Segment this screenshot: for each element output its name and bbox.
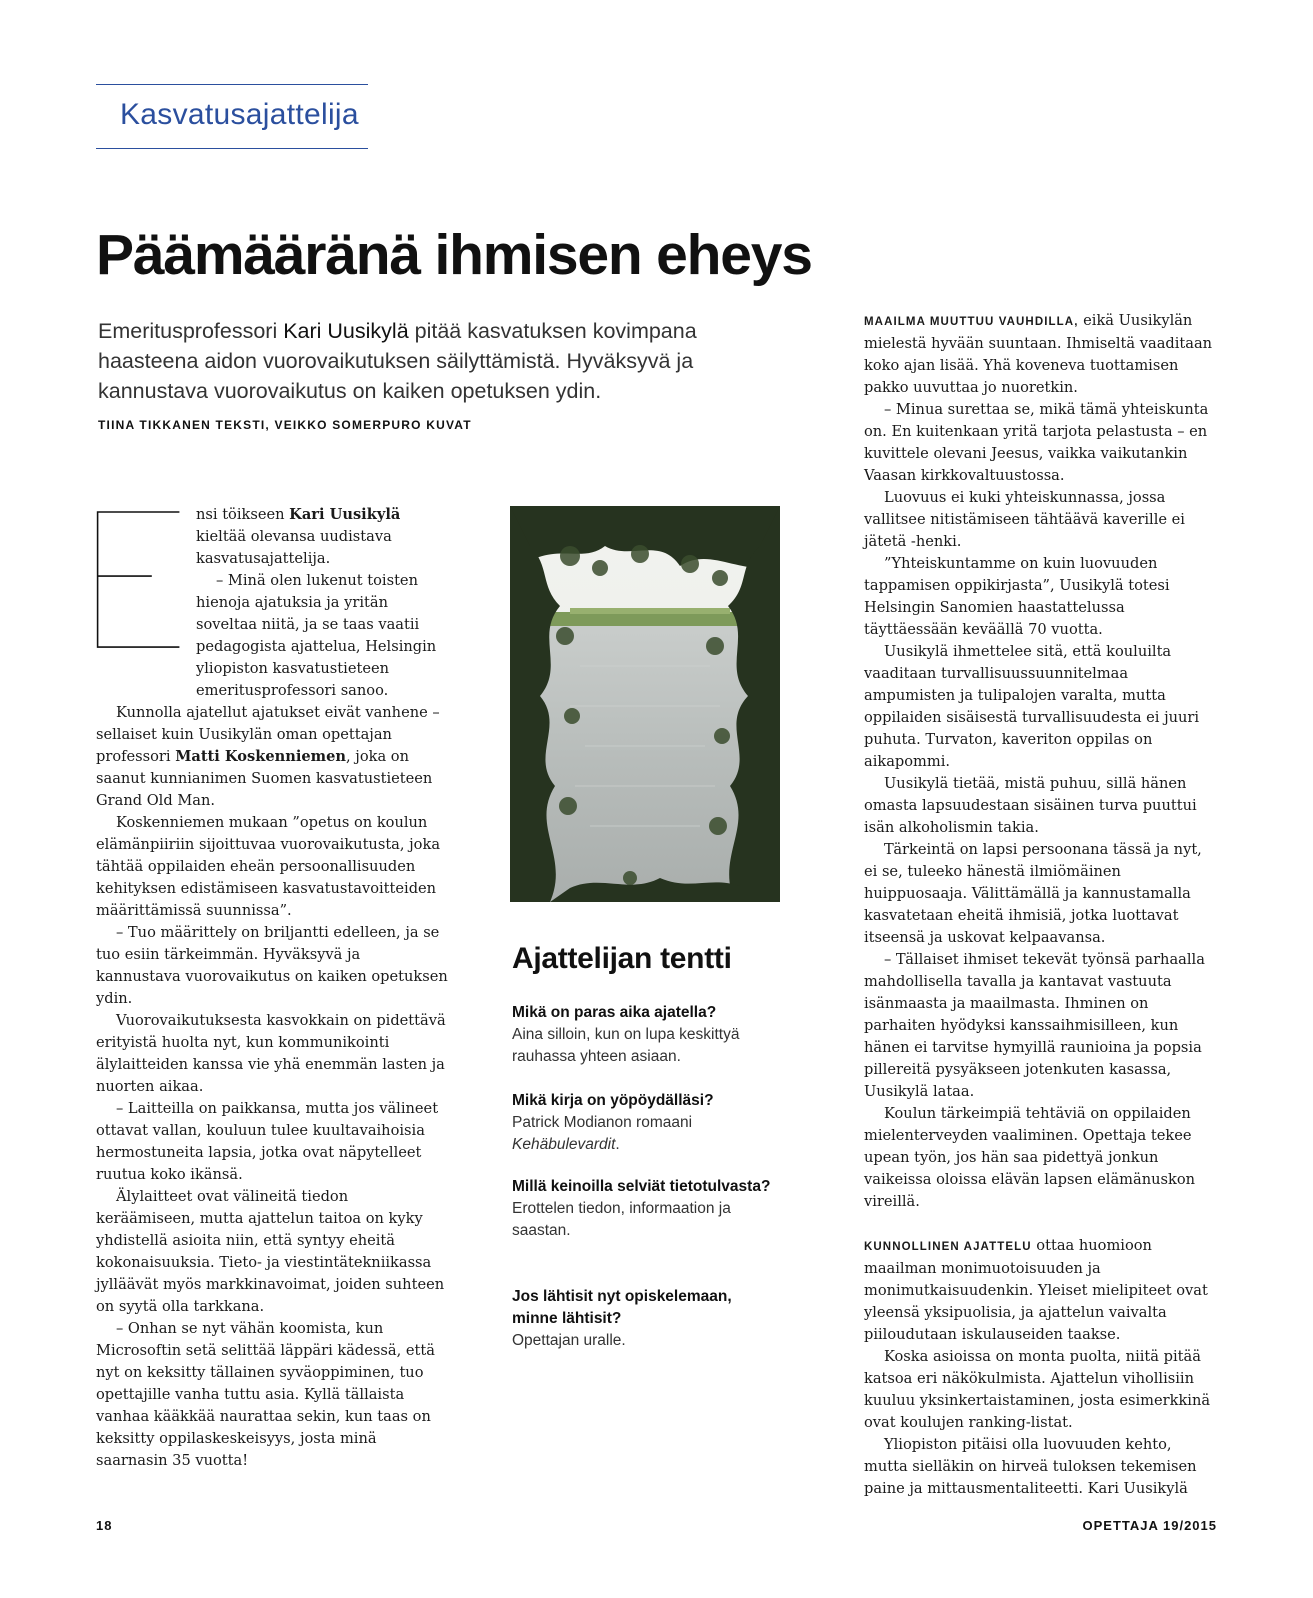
lead-part2: pitää kasvatuksen kovimpana haasteena aidon vuorovaikutuksen säilyttämistä. Hyväksyvä ja kannustava vuorovaikutus on kaiken opetuksen ydin. xyxy=(98,319,697,403)
col3-paragraph-10 xyxy=(864,1235,1216,1346)
col1-paragraph-7: – Laitteilla on paikkansa, mutta jos välineet ottavat vallan, kouluun tulee kuultavaihoisia hermostuneita lapsia, jotka ovat näpytelleet ruutua koko ikänsä. xyxy=(96,1100,439,1183)
col1-p1-name: Kari Uusikylä xyxy=(289,506,401,523)
section-rule-bottom xyxy=(96,148,368,149)
article-column-1 xyxy=(96,504,448,1472)
col3-paragraph-6: Uusikylä tietää, mistä puhuu, sillä hänen omasta lapsuudestaan sisäinen turva puuttui isän alkoholismin takia. xyxy=(864,775,1197,836)
col1-paragraph-1 xyxy=(196,504,448,570)
col3-paragraph-12: Yliopiston pitäisi olla luovuuden kehto, mutta sielläkin on hirveä tuloksen tekemisen paine ja mittausmentaliteetti. Kari Uusikylä xyxy=(864,1436,1197,1497)
col3-paragraph-7: Tärkeintä on lapsi persoonana tässä ja nyt, ei se, tuleeko hänestä ilmiömäinen huippuosaaja. Välittämällä ja kannustamalla kasvatetaan eheitä ihmisiä, jotka luottavat itseensä ja uskovat kelpaavansa. xyxy=(864,841,1202,946)
qa-item-2 xyxy=(512,1090,772,1156)
col3-paragraph-1 xyxy=(864,310,1216,399)
lead-part1: Emeritusprofessori xyxy=(98,319,284,343)
col1-paragraph-5: – Tuo määrittely on briljantti edelleen, ja se tuo esiin tärkeimmän. Hyväksyvä ja kannustava vuorovaikutus on kaiken opetuksen ydin. xyxy=(96,924,448,1007)
qa-item-4 xyxy=(512,1286,772,1352)
qa-answer-1: Aina silloin, kun on lupa keskittyä rauhassa yhteen asiaan. xyxy=(512,1026,740,1065)
col1-paragraph-6: Vuorovaikutuksesta kasvokkain on pidettävä erityistä huolta nyt, kun kommunikointi älylaitteiden kanssa vie yhä enemmän lasten ja nuorten aikaa. xyxy=(96,1012,446,1095)
col3-lead2-caps: KUNNOLLINEN AJATTELU xyxy=(864,1241,1032,1253)
qa-item-3 xyxy=(512,1176,772,1242)
col3-paragraph-3: Luovuus ei kuki yhteiskunnassa, jossa vallitsee nitistämiseen tähtäävä kaverille ei jätetä -henki. xyxy=(864,489,1185,550)
sidebar-title: Ajattelijan tentti xyxy=(512,942,732,975)
qa-answer-2-title: Kehäbulevardit xyxy=(512,1136,616,1153)
col1-p3-name: Matti Koskenniemen xyxy=(175,748,347,765)
section-label: Kasvatusajattelija xyxy=(120,98,359,131)
col3-paragraph-9: Koulun tärkeimpiä tehtäviä on oppilaiden mielenterveyden vaaliminen. Opettaja tekee upean työn, jos hän saa pidettyä jonkun vaikeissa oloissa elävän lapsen elämänuskon vireillä. xyxy=(864,1105,1196,1210)
qa-question-3: Millä keinoilla selviät tietotulvasta? xyxy=(512,1178,771,1195)
col1-paragraph-9: – Onhan se nyt vähän koomista, kun Microsoftin setä selittää läppäri kädessä, että nyt on keksitty tällainen syväoppiminen, tuo opettajille vanha tuttu asia. Kyllä tällaista vanhaa kääkkää naurattaa sekin, kun taas on keksitty oppilaskeskeisyys, josta minä saarnasin 35 vuotta! xyxy=(96,1320,435,1469)
byline: TIINA TIKKANEN TEKSTI, VEIKKO SOMERPURO KUVAT xyxy=(98,418,472,432)
issue-label: OPETTAJA 19/2015 xyxy=(1082,1518,1217,1533)
qa-question-2: Mikä kirja on yöpöydälläsi? xyxy=(512,1092,714,1109)
col1-paragraph-4: Koskenniemen mukaan ”opetus on koulun elämänpiiriin sijoittuvaa vuorovaikutusta, joka tähtää oppilaiden eheän persoonallisuuden kehityksen edistämiseen kasvatustavoitteiden määrittämissä suunnissa”. xyxy=(96,814,441,919)
col1-paragraph-3 xyxy=(96,702,448,812)
col3-paragraph-8: – Tällaiset ihmiset tekevät työnsä parhaalla mahdollisella tavalla ja kantavat vastuuta isänmaasta ja maailmasta. Ihminen on parhaiten hyödyksi kanssaihmisilleen, kun hänen ei tarvitse hymyillä raunioina ja popsia pillereitä pysyäkseen jotenkuten kasassa, Uusikylä lataa. xyxy=(864,951,1205,1100)
col1-p1-text-c: kieltää olevansa uudistava kasvatusajattelija. xyxy=(196,528,392,567)
lead-name: Kari Uusikylä xyxy=(283,319,409,343)
page-number: 18 xyxy=(96,1518,113,1533)
qa-answer-2-text: Patrick Modianon romaani xyxy=(512,1114,693,1131)
qa-answer-2 xyxy=(512,1112,772,1156)
qa-answer-4: Opettajan uralle. xyxy=(512,1332,626,1349)
lake-tree-photo xyxy=(510,506,780,902)
article-column-3 xyxy=(864,310,1216,1500)
col1-p2-text: – Minä olen lukenut toisten hienoja ajatuksia ja yritän soveltaa niitä, ja se taas vaatii pedagogista ajattelua, Helsingin yliopiston kasvatustieteen emeritusprofessori sanoo. xyxy=(196,572,437,699)
section-rule-top xyxy=(96,84,368,85)
col3-p1-text: eikä Uusikylän mielestä hyvään suuntaan. Ihmiseltä vaaditaan koko ajan lisää. Yhä koveneva tuottamisen pakko uuvuttaa jo nuoretkin. xyxy=(864,312,1213,396)
col3-paragraph-2: – Minua surettaa se, mikä tämä yhteiskunta on. En kuitenkaan yritä tarjota pelastusta – en kuvittele olevani Jeesus, vaikka vaikutankin Vaasan kirkkovaltuustossa. xyxy=(864,401,1209,484)
col1-p3-text-c: , joka on saanut kunnianimen Suomen kasvatustieteen Grand Old Man. xyxy=(96,748,433,809)
qa-question-4: Jos lähtisit nyt opiskelemaan, minne lähtisit? xyxy=(512,1288,732,1327)
qa-item-1 xyxy=(512,1002,772,1068)
col1-p3-text-a: Kunnolla ajatellut ajatukset eivät vanhene – sellaiset kuin Uusikylän oman opettajan professori xyxy=(96,704,440,765)
col3-p10-text: ottaa huomioon maailman monimuotoisuuden ja monimutkaisuudenkin. Yleiset mielipiteet ovat yleensä yksipuolisia, ja ajattelun vaivalta piiloudutaan iskulauseiden taakse. xyxy=(864,1237,1208,1343)
headline: Päämääränä ihmisen eheys xyxy=(96,223,812,287)
col3-lead-caps: MAAILMA MUUTTUU VAUHDILLA, xyxy=(864,316,1079,328)
col1-paragraph-8: Älylaitteet ovat välineitä tiedon keräämiseen, mutta ajattelun taitoa on kyky yhdistellä asioita niin, että syntyy eheitä kokonaisuuksia. Tieto- ja viestintätekniikassa jylläävät myös markkinavoimat, joiden suhteen on syytä olla tarkkana. xyxy=(96,1188,445,1315)
col1-paragraph-2 xyxy=(96,570,448,702)
qa-answer-2-end: . xyxy=(615,1136,620,1153)
col3-paragraph-4: ”Yhteiskuntamme on kuin luovuuden tappamisen oppikirjasta”, Uusikylä totesi Helsingin Sanomien haastattelussa täyttäessään keväällä 70 vuotta. xyxy=(864,555,1170,638)
col3-paragraph-11: Koska asioissa on monta puolta, niitä pitää katsoa eri näkökulmista. Ajattelun vihollisiin kuuluu yksinkertaistaminen, josta esimerkkinä ovat koulujen ranking-listat. xyxy=(864,1348,1211,1431)
col1-p1-text-a: nsi töikseen xyxy=(196,506,290,523)
col3-paragraph-5: Uusikylä ihmettelee sitä, että kouluilta vaaditaan turvallisuussuunnitelmaa ampumisten ja tulipalojen varalta, mutta oppilaiden sisäisestä turvallisuudesta ei juuri puhuta. Turvaton, kaveriton oppilas on aikapommi. xyxy=(864,643,1200,770)
qa-question-1: Mikä on paras aika ajatella? xyxy=(512,1004,717,1021)
qa-answer-3: Erottelen tiedon, informaation ja saastan. xyxy=(512,1200,731,1239)
lead-paragraph xyxy=(98,316,758,406)
